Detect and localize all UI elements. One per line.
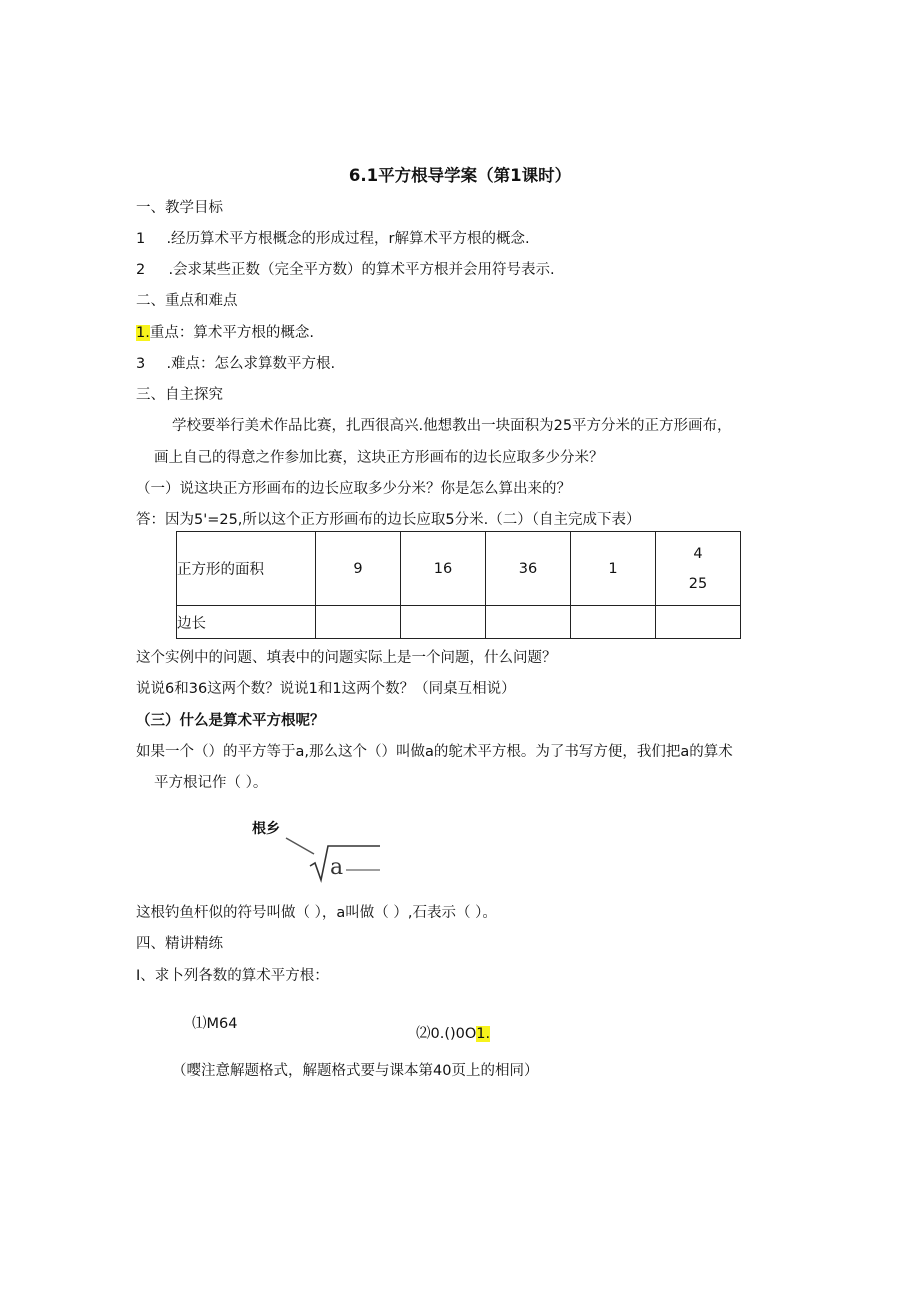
keypoint-1 <box>136 323 314 343</box>
format-note: （嘤注意解题格式，解题格式要与课本第40页上的相同） <box>172 1063 539 1079</box>
objective-2-text: .会求某些正数（完全平方数）的算术平方根并会用符号表示. <box>168 262 555 278</box>
table-row <box>177 606 741 639</box>
table-cell-blank[interactable] <box>486 606 571 639</box>
table-cell-blank[interactable] <box>656 606 741 639</box>
definition-line-1: 如果一个（）的平方等于a,那么这个（）叫做a的鸵术平方根。为了书写方便，我们把a的算术 <box>136 744 733 760</box>
radical-sign <box>310 846 380 880</box>
table-cell-area: 1 <box>571 532 656 606</box>
question-1: （一）说这块正方形画布的边长应取多少分米？你是怎么算出来的？ <box>136 481 571 497</box>
objective-1-text: .经历算术平方根概念的形成过程，r解算术平方根的概念. <box>166 231 530 247</box>
table-cell-area: 9 <box>316 532 401 606</box>
table-cell-fraction <box>656 532 741 606</box>
table-cell-area: 36 <box>486 532 571 606</box>
objective-1 <box>136 229 530 249</box>
objective-1-number: 1 <box>136 231 146 247</box>
section-heading-practice: 四、精讲精练 <box>136 936 223 952</box>
practice-item-2 <box>416 1024 490 1044</box>
objective-2-number: 2 <box>136 262 146 278</box>
keypoint-1-number: 1. <box>136 325 150 341</box>
reflection-1: 这个实例中的问题、填表中的问题实际上是一个问题，什么问题？ <box>136 650 557 666</box>
table-cell-blank[interactable] <box>401 606 486 639</box>
symbol-naming-line: 这根钓鱼杆似的符号叫做（ ），a叫做（ ）,石表示（ ）。 <box>136 905 497 921</box>
practice-item-1: ⑴M64 <box>192 1016 238 1032</box>
square-root-symbol-diagram <box>282 832 392 886</box>
radical-pointer-line <box>286 838 314 854</box>
table-row <box>177 532 741 606</box>
table-header-side: 边长 <box>177 606 316 639</box>
radical-letter: a <box>330 855 344 880</box>
radical-label: 根乡 <box>252 821 280 837</box>
scenario-paragraph-1: 学校要举行美术作品比赛，扎西很高兴.他想教出一块面积为25平方分米的正方形画布， <box>172 418 732 434</box>
practice-item-2-text: ⑵0.()0O <box>416 1026 477 1042</box>
scenario-paragraph-2: 画上自己的得意之作参加比赛，这块正方形画布的边长应取多少分米？ <box>154 450 604 466</box>
keypoint-1-text: 重点：算术平方根的概念. <box>149 325 314 341</box>
table-header-area: 正方形的面积 <box>177 532 316 606</box>
objective-2 <box>136 260 555 280</box>
section-heading-objectives: 一、教学目标 <box>136 200 223 216</box>
fraction-denominator: 25 <box>688 575 708 592</box>
practice-question-1: I、求卜列各数的算术平方根： <box>136 968 329 984</box>
section-heading-keypoints: 二、重点和难点 <box>136 293 238 309</box>
fraction-numerator: 4 <box>693 545 703 562</box>
table-cell-area: 16 <box>401 532 486 606</box>
page-title: 6.1平方根导学案（第1课时） <box>348 166 572 185</box>
answer-1: 答：因为5'=25,所以这个正方形画布的边长应取5分米.（二）（自主完成下表） <box>136 512 641 528</box>
table-cell-blank[interactable] <box>316 606 401 639</box>
reflection-2: 说说6和36这两个数？说说1和1这两个数？（同桌互相说） <box>136 681 516 697</box>
keypoint-2-number: 3 <box>136 356 146 372</box>
table-cell-blank[interactable] <box>571 606 656 639</box>
practice-item-2-highlight: 1. <box>476 1026 491 1042</box>
question-3: （三）什么是算术平方根呢？ <box>136 713 325 729</box>
definition-line-2: 平方根记作（ ）。 <box>154 775 268 791</box>
section-heading-explore: 三、自主探究 <box>136 387 223 403</box>
square-area-table <box>176 531 741 639</box>
keypoint-2 <box>136 354 335 374</box>
keypoint-2-text: .难点：怎么求算数平方根. <box>166 356 336 372</box>
